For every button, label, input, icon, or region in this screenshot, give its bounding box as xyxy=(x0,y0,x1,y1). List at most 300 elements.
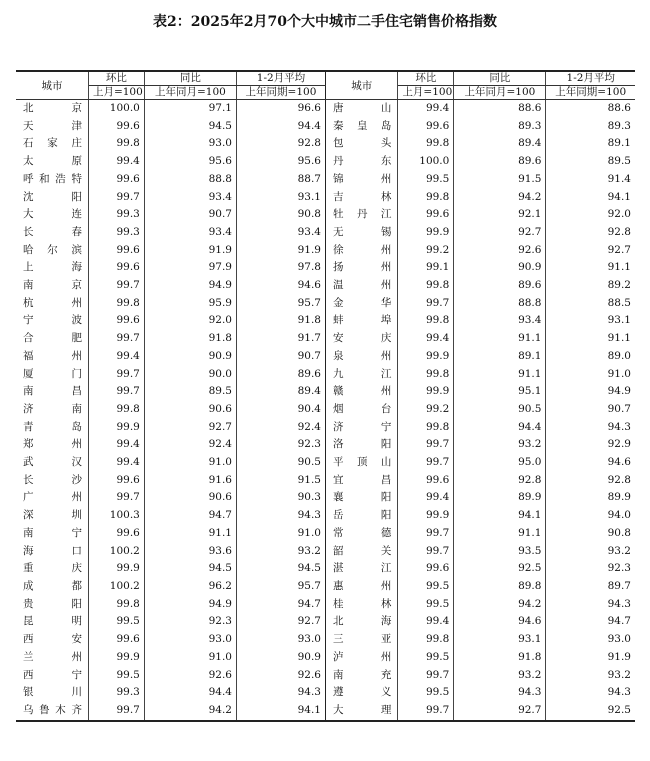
cell-yoy-right: 93.5 xyxy=(454,543,546,561)
cell-avg-right: 90.8 xyxy=(607,526,631,539)
cell-yoy-left: 92.7 xyxy=(144,419,236,437)
cell-yoy-right: 93.2 xyxy=(454,667,546,685)
cell-yoy-left: 97.9 xyxy=(144,259,236,277)
table-row xyxy=(16,543,635,561)
cell-mom-left: 99.8 xyxy=(88,135,144,153)
cell-avg-left: 95.7 xyxy=(236,578,325,596)
cell-mom-left: 99.7 xyxy=(88,277,144,295)
cell-mom-left: 99.3 xyxy=(88,224,144,242)
cell-city-right: 蚌埠 xyxy=(325,312,397,330)
cell-yoy-left: 94.4 xyxy=(144,684,236,702)
header-mom-right: 环比 xyxy=(398,71,454,86)
cell-city-right: 秦皇岛 xyxy=(325,118,397,136)
cell-avg-left: 94.3 xyxy=(236,507,325,525)
cell-mom-right: 99.8 xyxy=(398,631,454,649)
cell-mom-right: 100.0 xyxy=(398,153,454,171)
cell-yoy-left: 95.9 xyxy=(144,295,236,313)
cell-city-right: 唐山 xyxy=(325,100,397,118)
cell-city-left: 长春 xyxy=(16,224,88,242)
cell-city-right: 惠州 xyxy=(325,578,397,596)
cell-yoy-left: 91.6 xyxy=(144,472,236,490)
cell-yoy-right: 89.8 xyxy=(454,578,546,596)
table-row xyxy=(16,295,635,313)
cell-avg-left: 90.8 xyxy=(236,206,325,224)
cell-mom-right: 99.1 xyxy=(398,259,454,277)
cell-mom-left: 99.6 xyxy=(88,171,144,189)
cell-avg-right: 94.0 xyxy=(607,509,631,522)
cell-city-left: 哈尔滨 xyxy=(16,242,88,260)
cell-city-left: 福州 xyxy=(16,348,88,366)
table-row xyxy=(16,135,635,153)
table-row xyxy=(16,171,635,189)
cell-city-right: 常德 xyxy=(325,525,397,543)
cell-avg-right: 93.1 xyxy=(607,314,631,327)
header-city-right: 城市 xyxy=(325,71,397,100)
cell-yoy-left: 92.3 xyxy=(144,613,236,631)
cell-city-right: 烟台 xyxy=(325,401,397,419)
cell-avg-left: 91.9 xyxy=(236,242,325,260)
cell-avg-left: 94.4 xyxy=(236,118,325,136)
cell-mom-right: 99.8 xyxy=(398,277,454,295)
table-row xyxy=(16,312,635,330)
cell-city-right: 金华 xyxy=(325,295,397,313)
cell-yoy-left: 91.0 xyxy=(144,649,236,667)
cell-city-left: 广州 xyxy=(16,489,88,507)
cell-city-right: 无锡 xyxy=(325,224,397,242)
cell-avg-right: 94.6 xyxy=(607,456,631,469)
cell-avg-right: 91.4 xyxy=(607,172,631,185)
cell-city-left: 石家庄 xyxy=(16,135,88,153)
cell-mom-right: 99.5 xyxy=(398,578,454,596)
cell-avg-right: 94.7 xyxy=(607,615,631,628)
cell-yoy-left: 93.4 xyxy=(144,224,236,242)
cell-city-right: 包头 xyxy=(325,135,397,153)
cell-avg-left: 90.4 xyxy=(236,401,325,419)
cell-avg-left: 94.7 xyxy=(236,596,325,614)
cell-yoy-right: 93.2 xyxy=(454,436,546,454)
cell-yoy-left: 97.1 xyxy=(144,100,236,118)
cell-yoy-left: 90.0 xyxy=(144,366,236,384)
cell-mom-left: 100.2 xyxy=(88,578,144,596)
cell-avg-left: 97.8 xyxy=(236,259,325,277)
cell-yoy-right: 89.4 xyxy=(454,135,546,153)
cell-city-right: 三亚 xyxy=(325,631,397,649)
table-row xyxy=(16,667,635,685)
cell-avg-left: 89.6 xyxy=(236,366,325,384)
header-mom-base-left: 上月=100 xyxy=(88,86,144,100)
cell-avg-left: 90.3 xyxy=(236,489,325,507)
cell-yoy-left: 92.0 xyxy=(144,312,236,330)
cell-mom-left: 99.7 xyxy=(88,702,144,721)
cell-avg-right: 89.9 xyxy=(607,491,631,504)
cell-avg-left: 92.3 xyxy=(236,436,325,454)
cell-yoy-right: 91.8 xyxy=(454,649,546,667)
cell-yoy-right: 93.1 xyxy=(454,631,546,649)
cell-city-left: 合肥 xyxy=(16,330,88,348)
cell-avg-right: 93.2 xyxy=(607,668,631,681)
cell-mom-right: 99.4 xyxy=(398,100,454,118)
cell-city-right: 遵义 xyxy=(325,684,397,702)
cell-city-right: 安庆 xyxy=(325,330,397,348)
cell-mom-left: 99.3 xyxy=(88,206,144,224)
table-row xyxy=(16,472,635,490)
cell-avg-left: 93.2 xyxy=(236,543,325,561)
cell-mom-left: 99.5 xyxy=(88,613,144,631)
cell-mom-left: 99.4 xyxy=(88,436,144,454)
cell-city-right: 宜昌 xyxy=(325,472,397,490)
cell-yoy-left: 94.5 xyxy=(144,560,236,578)
cell-yoy-right: 91.5 xyxy=(454,171,546,189)
cell-city-right: 牡丹江 xyxy=(325,206,397,224)
cell-mom-right: 99.2 xyxy=(398,401,454,419)
cell-city-left: 天津 xyxy=(16,118,88,136)
table-body xyxy=(16,100,635,721)
cell-city-left: 呼和浩特 xyxy=(16,171,88,189)
table-row xyxy=(16,118,635,136)
cell-mom-left: 99.7 xyxy=(88,330,144,348)
table-row xyxy=(16,702,635,721)
cell-yoy-right: 89.6 xyxy=(454,277,546,295)
cell-yoy-left: 89.5 xyxy=(144,383,236,401)
cell-avg-left: 92.6 xyxy=(236,667,325,685)
cell-mom-right: 99.9 xyxy=(398,507,454,525)
cell-yoy-right: 91.1 xyxy=(454,366,546,384)
cell-avg-right: 92.5 xyxy=(546,702,635,721)
cell-city-left: 武汉 xyxy=(16,454,88,472)
cell-avg-right: 91.1 xyxy=(607,332,631,345)
cell-mom-left: 100.0 xyxy=(88,100,144,118)
cell-city-right: 平顶山 xyxy=(325,454,397,472)
cell-yoy-left: 91.0 xyxy=(144,454,236,472)
cell-city-right: 韶关 xyxy=(325,543,397,561)
cell-mom-left: 100.3 xyxy=(88,507,144,525)
cell-avg-left: 94.6 xyxy=(236,277,325,295)
cell-mom-right: 99.8 xyxy=(398,189,454,207)
cell-avg-left: 89.4 xyxy=(236,383,325,401)
cell-city-left: 成都 xyxy=(16,578,88,596)
cell-avg-right: 89.7 xyxy=(607,579,631,592)
cell-mom-right: 99.6 xyxy=(398,472,454,490)
cell-mom-left: 99.7 xyxy=(88,189,144,207)
cell-avg-left: 94.5 xyxy=(236,560,325,578)
cell-city-left: 太原 xyxy=(16,153,88,171)
cell-city-right: 北海 xyxy=(325,613,397,631)
cell-yoy-right: 94.2 xyxy=(454,596,546,614)
cell-mom-left: 99.4 xyxy=(88,153,144,171)
cell-mom-right: 99.8 xyxy=(398,135,454,153)
cell-mom-right: 99.5 xyxy=(398,684,454,702)
cell-mom-right: 99.8 xyxy=(398,419,454,437)
cell-mom-left: 99.7 xyxy=(88,383,144,401)
cell-avg-left: 96.6 xyxy=(236,100,325,118)
cell-mom-left: 99.4 xyxy=(88,348,144,366)
cell-city-left: 重庆 xyxy=(16,560,88,578)
table-row xyxy=(16,419,635,437)
cell-yoy-left: 94.9 xyxy=(144,277,236,295)
cell-yoy-left: 91.8 xyxy=(144,330,236,348)
cell-mom-right: 99.7 xyxy=(398,295,454,313)
cell-city-left: 贵阳 xyxy=(16,596,88,614)
cell-yoy-right: 95.0 xyxy=(454,454,546,472)
table-row xyxy=(16,383,635,401)
cell-avg-right: 93.2 xyxy=(607,544,631,557)
cell-city-left: 西安 xyxy=(16,631,88,649)
cell-mom-left: 99.6 xyxy=(88,242,144,260)
cell-city-left: 杭州 xyxy=(16,295,88,313)
cell-yoy-left: 92.6 xyxy=(144,667,236,685)
header-avg-left: 1-2月平均 xyxy=(236,71,325,86)
cell-yoy-left: 93.6 xyxy=(144,543,236,561)
cell-mom-left: 99.7 xyxy=(88,366,144,384)
cell-mom-right: 99.6 xyxy=(398,560,454,578)
cell-city-right: 南充 xyxy=(325,667,397,685)
cell-yoy-right: 89.1 xyxy=(454,348,546,366)
cell-mom-right: 99.7 xyxy=(398,702,454,721)
cell-yoy-right: 91.1 xyxy=(454,330,546,348)
cell-city-right: 九江 xyxy=(325,366,397,384)
cell-mom-right: 99.8 xyxy=(398,312,454,330)
cell-city-left: 大连 xyxy=(16,206,88,224)
cell-mom-left: 99.7 xyxy=(88,489,144,507)
cell-avg-left: 93.1 xyxy=(236,189,325,207)
table-row xyxy=(16,100,635,118)
cell-mom-right: 99.7 xyxy=(398,525,454,543)
cell-avg-right: 93.0 xyxy=(607,633,631,646)
cell-avg-left: 95.6 xyxy=(236,153,325,171)
cell-mom-left: 99.9 xyxy=(88,649,144,667)
cell-mom-right: 99.7 xyxy=(398,667,454,685)
cell-mom-left: 99.6 xyxy=(88,259,144,277)
cell-city-right: 湛江 xyxy=(325,560,397,578)
cell-avg-right: 89.0 xyxy=(607,349,631,362)
cell-mom-left: 99.5 xyxy=(88,667,144,685)
cell-yoy-left: 91.1 xyxy=(144,525,236,543)
cell-yoy-left: 90.6 xyxy=(144,401,236,419)
cell-city-left: 上海 xyxy=(16,259,88,277)
cell-city-left: 乌鲁木齐 xyxy=(16,702,88,721)
header-yoy-base-right: 上年同月=100 xyxy=(454,86,546,100)
cell-city-right: 丹东 xyxy=(325,153,397,171)
cell-mom-left: 99.6 xyxy=(88,472,144,490)
cell-avg-left: 93.4 xyxy=(236,224,325,242)
cell-avg-right: 91.1 xyxy=(607,261,631,274)
cell-avg-left: 90.9 xyxy=(236,649,325,667)
cell-avg-left: 94.3 xyxy=(236,684,325,702)
header-yoy-base-left: 上年同月=100 xyxy=(144,86,236,100)
cell-yoy-left: 90.7 xyxy=(144,206,236,224)
cell-city-left: 西宁 xyxy=(16,667,88,685)
header-mom-left: 环比 xyxy=(88,71,144,86)
cell-avg-right: 90.7 xyxy=(607,402,631,415)
cell-mom-left: 99.6 xyxy=(88,118,144,136)
cell-yoy-right: 93.4 xyxy=(454,312,546,330)
cell-avg-right: 91.9 xyxy=(607,650,631,663)
cell-mom-right: 99.7 xyxy=(398,543,454,561)
cell-avg-left: 92.4 xyxy=(236,419,325,437)
cell-avg-right: 92.8 xyxy=(607,473,631,486)
cell-city-left: 南宁 xyxy=(16,525,88,543)
cell-yoy-right: 94.1 xyxy=(454,507,546,525)
header-yoy-right: 同比 xyxy=(454,71,546,86)
cell-yoy-right: 94.4 xyxy=(454,419,546,437)
cell-avg-right: 91.0 xyxy=(607,367,631,380)
header-avg-base-right: 上年同期=100 xyxy=(546,86,635,100)
cell-avg-right: 89.2 xyxy=(607,279,631,292)
cell-city-left: 厦门 xyxy=(16,366,88,384)
cell-yoy-left: 90.6 xyxy=(144,489,236,507)
cell-yoy-right: 90.5 xyxy=(454,401,546,419)
cell-avg-left: 90.7 xyxy=(236,348,325,366)
cell-city-left: 宁波 xyxy=(16,312,88,330)
cell-city-right: 赣州 xyxy=(325,383,397,401)
table-row xyxy=(16,684,635,702)
table-row xyxy=(16,242,635,260)
cell-city-right: 泸州 xyxy=(325,649,397,667)
cell-yoy-left: 92.4 xyxy=(144,436,236,454)
cell-yoy-left: 94.5 xyxy=(144,118,236,136)
cell-mom-right: 99.8 xyxy=(398,366,454,384)
cell-avg-right: 92.9 xyxy=(607,438,631,451)
cell-avg-right: 94.3 xyxy=(607,420,631,433)
cell-avg-left: 92.7 xyxy=(236,613,325,631)
cell-yoy-left: 95.6 xyxy=(144,153,236,171)
cell-avg-right: 89.5 xyxy=(607,155,631,168)
table-row xyxy=(16,366,635,384)
cell-mom-right: 99.9 xyxy=(398,383,454,401)
cell-yoy-right: 92.6 xyxy=(454,242,546,260)
cell-yoy-left: 88.8 xyxy=(144,171,236,189)
cell-yoy-right: 92.7 xyxy=(454,224,546,242)
cell-mom-left: 99.6 xyxy=(88,312,144,330)
cell-mom-right: 99.4 xyxy=(398,330,454,348)
header-city-left: 城市 xyxy=(16,71,88,100)
cell-city-right: 洛阳 xyxy=(325,436,397,454)
cell-yoy-right: 88.8 xyxy=(454,295,546,313)
table-row xyxy=(16,525,635,543)
cell-yoy-right: 89.9 xyxy=(454,489,546,507)
cell-mom-right: 99.6 xyxy=(398,206,454,224)
cell-mom-right: 99.6 xyxy=(398,118,454,136)
table-row xyxy=(16,277,635,295)
cell-avg-left: 93.0 xyxy=(236,631,325,649)
table-row xyxy=(16,206,635,224)
cell-avg-right: 92.3 xyxy=(607,562,631,575)
cell-avg-right: 94.1 xyxy=(607,190,631,203)
cell-mom-left: 99.9 xyxy=(88,419,144,437)
cell-yoy-right: 92.5 xyxy=(454,560,546,578)
cell-city-left: 沈阳 xyxy=(16,189,88,207)
cell-mom-right: 99.7 xyxy=(398,454,454,472)
cell-mom-left: 99.8 xyxy=(88,596,144,614)
cell-avg-left: 88.7 xyxy=(236,171,325,189)
cell-city-left: 青岛 xyxy=(16,419,88,437)
cell-yoy-right: 88.6 xyxy=(454,100,546,118)
cell-avg-left: 92.8 xyxy=(236,135,325,153)
table-row xyxy=(16,224,635,242)
cell-yoy-left: 94.7 xyxy=(144,507,236,525)
table-row xyxy=(16,578,635,596)
table-row xyxy=(16,454,635,472)
cell-mom-right: 99.4 xyxy=(398,489,454,507)
cell-mom-right: 99.7 xyxy=(398,436,454,454)
cell-yoy-right: 92.1 xyxy=(454,206,546,224)
cell-city-right: 襄阳 xyxy=(325,489,397,507)
cell-yoy-right: 90.9 xyxy=(454,259,546,277)
cell-avg-left: 91.7 xyxy=(236,330,325,348)
cell-city-left: 南昌 xyxy=(16,383,88,401)
table-row xyxy=(16,153,635,171)
cell-avg-right: 89.3 xyxy=(607,119,631,132)
cell-yoy-left: 93.4 xyxy=(144,189,236,207)
table-row xyxy=(16,613,635,631)
cell-yoy-left: 90.9 xyxy=(144,348,236,366)
cell-city-left: 北京 xyxy=(16,100,88,118)
header-yoy-left: 同比 xyxy=(144,71,236,86)
cell-avg-left: 91.0 xyxy=(236,525,325,543)
cell-city-left: 银川 xyxy=(16,684,88,702)
cell-avg-left: 95.7 xyxy=(236,295,325,313)
cell-city-left: 长沙 xyxy=(16,472,88,490)
table-title: 表2：2025年2月70个大中城市二手住宅销售价格指数 xyxy=(153,14,497,30)
cell-yoy-right: 92.7 xyxy=(454,702,546,721)
cell-city-right: 吉林 xyxy=(325,189,397,207)
cell-city-left: 深圳 xyxy=(16,507,88,525)
cell-yoy-right: 94.3 xyxy=(454,684,546,702)
cell-yoy-left: 96.2 xyxy=(144,578,236,596)
cell-yoy-right: 89.6 xyxy=(454,153,546,171)
cell-mom-left: 99.6 xyxy=(88,631,144,649)
cell-avg-right: 89.1 xyxy=(607,137,631,150)
cell-avg-left: 90.5 xyxy=(236,454,325,472)
cell-city-right: 温州 xyxy=(325,277,397,295)
cell-yoy-left: 93.0 xyxy=(144,631,236,649)
cell-avg-right: 94.9 xyxy=(607,385,631,398)
cell-mom-right: 99.2 xyxy=(398,242,454,260)
cell-avg-left: 94.1 xyxy=(236,702,325,721)
cell-city-right: 扬州 xyxy=(325,259,397,277)
cell-mom-right: 99.9 xyxy=(398,224,454,242)
cell-mom-left: 99.3 xyxy=(88,684,144,702)
price-index-table xyxy=(16,70,635,722)
cell-city-left: 济南 xyxy=(16,401,88,419)
table-row xyxy=(16,259,635,277)
cell-city-right: 锦州 xyxy=(325,171,397,189)
cell-mom-left: 99.6 xyxy=(88,525,144,543)
table-row xyxy=(16,631,635,649)
cell-yoy-right: 94.2 xyxy=(454,189,546,207)
cell-yoy-left: 91.9 xyxy=(144,242,236,260)
cell-city-left: 南京 xyxy=(16,277,88,295)
cell-mom-left: 99.9 xyxy=(88,560,144,578)
cell-yoy-right: 92.8 xyxy=(454,472,546,490)
cell-avg-right: 92.7 xyxy=(607,243,631,256)
cell-city-right: 岳阳 xyxy=(325,507,397,525)
cell-city-right: 桂林 xyxy=(325,596,397,614)
cell-yoy-right: 94.6 xyxy=(454,613,546,631)
header-avg-base-left: 上年同期=100 xyxy=(236,86,325,100)
cell-city-right: 徐州 xyxy=(325,242,397,260)
table-row xyxy=(16,189,635,207)
cell-city-right: 泉州 xyxy=(325,348,397,366)
cell-mom-left: 99.4 xyxy=(88,454,144,472)
table-row xyxy=(16,507,635,525)
cell-avg-right: 92.8 xyxy=(607,225,631,238)
cell-yoy-left: 93.0 xyxy=(144,135,236,153)
table-row xyxy=(16,436,635,454)
table-row xyxy=(16,489,635,507)
cell-yoy-left: 94.2 xyxy=(144,702,236,721)
table-row xyxy=(16,596,635,614)
